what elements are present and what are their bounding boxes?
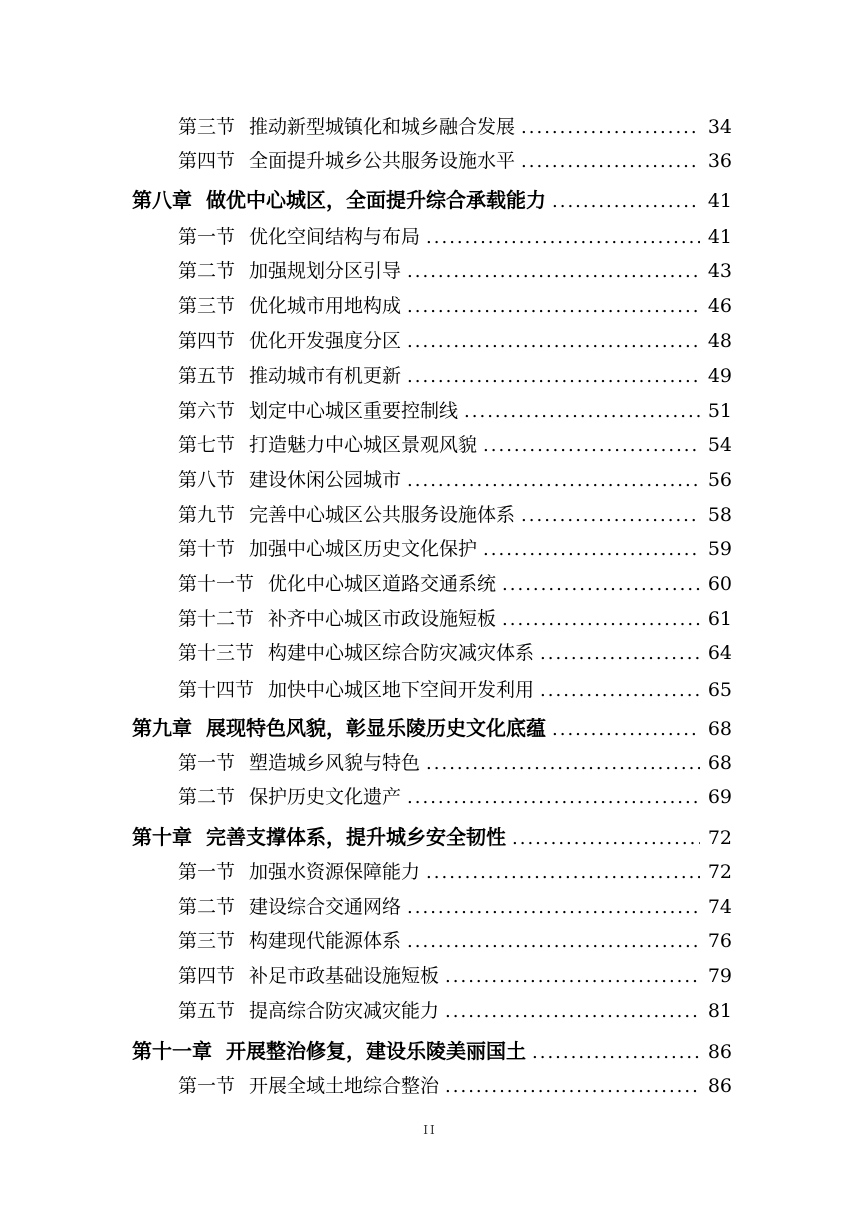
toc-entry-title: 完善支撑体系，提升城乡安全韧性 bbox=[206, 825, 506, 849]
toc-section-entry[interactable] bbox=[178, 112, 732, 139]
toc-entry-title: 补足市政基础设施短板 bbox=[249, 965, 440, 987]
toc-entry-label bbox=[178, 926, 401, 953]
toc-section-entry[interactable] bbox=[178, 465, 732, 492]
toc-entry-label bbox=[178, 961, 439, 988]
toc-entry-page: 86 bbox=[707, 1041, 732, 1063]
toc-entry-number: 第二节 bbox=[178, 260, 236, 282]
dot-leader bbox=[521, 117, 700, 138]
toc-entry-number: 第九章 bbox=[132, 716, 192, 740]
toc-entry-title: 加强规划分区引导 bbox=[249, 260, 402, 282]
toc-entry-number: 第九节 bbox=[178, 504, 236, 526]
toc-entry-page: 81 bbox=[707, 1000, 732, 1022]
toc-entry-number: 第一节 bbox=[178, 226, 236, 248]
toc-entry-page: 65 bbox=[707, 679, 732, 701]
toc-entry-label bbox=[178, 569, 496, 596]
toc-entry-title: 建设休闲公园城市 bbox=[249, 469, 402, 491]
dot-leader bbox=[407, 787, 700, 808]
toc-section-entry[interactable] bbox=[178, 638, 732, 665]
toc-section-entry[interactable] bbox=[178, 996, 732, 1023]
toc-entry-page: 49 bbox=[707, 365, 732, 387]
toc-entry-page: 60 bbox=[707, 573, 732, 595]
toc-entry-title: 划定中心城区重要控制线 bbox=[249, 400, 459, 422]
toc-entry-number: 第三节 bbox=[178, 116, 236, 138]
toc-entry-page: 46 bbox=[707, 295, 732, 317]
dot-leader bbox=[407, 296, 700, 317]
toc-entry-title: 建设综合交通网络 bbox=[249, 896, 402, 918]
toc-entry-label bbox=[178, 857, 420, 884]
toc-entry-number: 第二节 bbox=[178, 896, 236, 918]
toc-entry-title: 优化中心城区道路交通系统 bbox=[268, 573, 497, 595]
toc-entry-label bbox=[132, 821, 506, 850]
dot-leader bbox=[407, 470, 700, 491]
toc-entry-title: 优化空间结构与布局 bbox=[249, 226, 421, 248]
toc-entry-number: 第十一章 bbox=[132, 1039, 212, 1063]
toc-entry-page: 43 bbox=[707, 260, 732, 282]
toc-entry-number: 第三节 bbox=[178, 930, 236, 952]
toc-entry-title: 塑造城乡风貌与特色 bbox=[249, 752, 421, 774]
toc-entry-title: 优化开发强度分区 bbox=[249, 330, 402, 352]
toc-entry-number: 第二节 bbox=[178, 786, 236, 808]
toc-entry-title: 构建中心城区综合防灾减灾体系 bbox=[268, 642, 535, 664]
toc-entry-page: 79 bbox=[707, 965, 732, 987]
toc-entry-label bbox=[178, 534, 477, 561]
toc-entry-label bbox=[178, 256, 401, 283]
dot-leader bbox=[445, 1076, 700, 1097]
toc-entry-page: 64 bbox=[707, 642, 732, 664]
dot-leader bbox=[426, 753, 700, 774]
dot-leader bbox=[407, 366, 700, 387]
toc-entry-number: 第八节 bbox=[178, 469, 236, 491]
toc-entry-page: 48 bbox=[707, 330, 732, 352]
toc-section-entry[interactable] bbox=[178, 748, 732, 775]
dot-leader bbox=[407, 261, 700, 282]
toc-chapter-entry[interactable] bbox=[132, 821, 732, 850]
toc-entry-label bbox=[178, 326, 401, 353]
toc-entry-label bbox=[178, 892, 401, 919]
toc-chapter-entry[interactable] bbox=[132, 712, 732, 741]
toc-entry-label bbox=[178, 638, 534, 665]
toc-entry-title: 推动新型城镇化和城乡融合发展 bbox=[249, 116, 516, 138]
toc-entry-label bbox=[178, 430, 477, 457]
toc-entry-label bbox=[178, 396, 458, 423]
toc-section-entry[interactable] bbox=[178, 430, 732, 457]
toc-entry-page: 36 bbox=[707, 150, 732, 172]
toc-entry-page: 68 bbox=[707, 752, 732, 774]
toc-entry-number: 第十节 bbox=[178, 538, 236, 560]
toc-entry-number: 第六节 bbox=[178, 400, 236, 422]
toc-entry-page: 41 bbox=[707, 226, 732, 248]
toc-entry-title: 打造魅力中心城区景观风貌 bbox=[249, 434, 478, 456]
toc-section-entry[interactable] bbox=[178, 857, 732, 884]
dot-leader bbox=[426, 862, 700, 883]
toc-entry-label bbox=[178, 675, 534, 702]
toc-entry-number: 第十章 bbox=[132, 825, 192, 849]
toc-entry-label bbox=[178, 465, 401, 492]
toc-entry-title: 加快中心城区地下空间开发利用 bbox=[268, 679, 535, 701]
toc-entry-number: 第十二节 bbox=[178, 608, 255, 630]
toc-entry-label bbox=[132, 1035, 526, 1064]
dot-leader bbox=[426, 227, 700, 248]
toc-entry-page: 58 bbox=[707, 504, 732, 526]
toc-entry-page: 61 bbox=[707, 608, 732, 630]
toc-entry-page: 68 bbox=[707, 718, 732, 740]
toc-section-entry[interactable] bbox=[178, 326, 732, 353]
toc-entry-number: 第八章 bbox=[132, 188, 192, 212]
toc-entry-label bbox=[178, 112, 515, 139]
toc-entry-title: 全面提升城乡公共服务设施水平 bbox=[249, 150, 516, 172]
toc-entry-title: 开展整治修复，建设乐陵美丽国土 bbox=[226, 1039, 526, 1063]
toc-entry-label bbox=[178, 604, 496, 631]
toc-entry-title: 加强中心城区历史文化保护 bbox=[249, 538, 478, 560]
toc-entry-label bbox=[132, 184, 546, 213]
toc-entry-page: 51 bbox=[707, 400, 732, 422]
toc-entry-title: 推动城市有机更新 bbox=[249, 365, 402, 387]
toc-section-entry[interactable] bbox=[178, 782, 732, 809]
toc-entry-label bbox=[178, 500, 515, 527]
toc-entry-page: 72 bbox=[707, 861, 732, 883]
toc-entry-page: 74 bbox=[707, 896, 732, 918]
toc-entry-page: 56 bbox=[707, 469, 732, 491]
dot-leader bbox=[521, 151, 700, 172]
toc-section-entry[interactable] bbox=[178, 222, 732, 249]
dot-leader bbox=[502, 609, 700, 630]
toc-section-entry[interactable] bbox=[178, 146, 732, 173]
dot-leader bbox=[445, 966, 700, 987]
toc-section-entry[interactable] bbox=[178, 604, 732, 631]
toc-entry-title: 提高综合防灾减灾能力 bbox=[249, 1000, 440, 1022]
dot-leader bbox=[407, 931, 700, 952]
toc-entry-title: 完善中心城区公共服务设施体系 bbox=[249, 504, 516, 526]
toc-entry-title: 加强水资源保障能力 bbox=[249, 861, 421, 883]
toc-entry-number: 第一节 bbox=[178, 752, 236, 774]
dot-leader bbox=[532, 1042, 700, 1063]
toc-entry-number: 第十三节 bbox=[178, 642, 255, 664]
dot-leader bbox=[540, 680, 700, 701]
toc-entry-label bbox=[178, 291, 401, 318]
toc-entry-label bbox=[132, 712, 546, 741]
toc-entry-label bbox=[178, 146, 515, 173]
toc-entry-title: 优化城市用地构成 bbox=[249, 295, 402, 317]
toc-entry-label bbox=[178, 748, 420, 775]
dot-leader bbox=[483, 435, 700, 456]
dot-leader bbox=[552, 719, 700, 740]
toc-section-entry[interactable] bbox=[178, 892, 732, 919]
toc-entry-label bbox=[178, 1071, 439, 1098]
toc-section-entry[interactable] bbox=[178, 961, 732, 988]
toc-entry-label bbox=[178, 361, 401, 388]
toc-entry-number: 第十四节 bbox=[178, 679, 255, 701]
toc-entry-number: 第四节 bbox=[178, 150, 236, 172]
toc-entry-number: 第七节 bbox=[178, 434, 236, 456]
toc-entry-number: 第四节 bbox=[178, 330, 236, 352]
toc-entry-number: 第五节 bbox=[178, 365, 236, 387]
toc-section-entry[interactable] bbox=[178, 396, 732, 423]
toc-entry-page: 69 bbox=[707, 786, 732, 808]
toc-section-entry[interactable] bbox=[178, 534, 732, 561]
toc-entry-title: 保护历史文化遗产 bbox=[249, 786, 402, 808]
toc-section-entry[interactable] bbox=[178, 569, 732, 596]
dot-leader bbox=[512, 828, 700, 849]
toc-entry-number: 第三节 bbox=[178, 295, 236, 317]
toc-entry-page: 54 bbox=[707, 434, 732, 456]
toc-entry-number: 第五节 bbox=[178, 1000, 236, 1022]
toc-section-entry[interactable] bbox=[178, 675, 732, 702]
dot-leader bbox=[464, 401, 700, 422]
toc-entry-label bbox=[178, 782, 401, 809]
dot-leader bbox=[521, 505, 700, 526]
toc-entry-label bbox=[178, 222, 420, 249]
toc-entry-number: 第一节 bbox=[178, 1075, 236, 1097]
dot-leader bbox=[445, 1001, 700, 1022]
toc-entry-label bbox=[178, 996, 439, 1023]
toc-chapter-entry[interactable] bbox=[132, 184, 732, 213]
dot-leader bbox=[540, 643, 700, 664]
dot-leader bbox=[502, 574, 700, 595]
toc-entry-number: 第四节 bbox=[178, 965, 236, 987]
toc-entry-title: 展现特色风貌，彰显乐陵历史文化底蕴 bbox=[206, 716, 546, 740]
toc-section-entry[interactable] bbox=[178, 361, 732, 388]
toc-section-entry[interactable] bbox=[178, 291, 732, 318]
toc-chapter-entry[interactable] bbox=[132, 1035, 732, 1064]
toc-section-entry[interactable] bbox=[178, 926, 732, 953]
toc-entry-page: 59 bbox=[707, 538, 732, 560]
toc-entry-page: 34 bbox=[707, 116, 732, 138]
dot-leader bbox=[407, 897, 700, 918]
toc-entry-page: 86 bbox=[707, 1075, 732, 1097]
toc-section-entry[interactable] bbox=[178, 256, 732, 283]
dot-leader bbox=[552, 191, 700, 212]
toc-section-entry[interactable] bbox=[178, 1071, 732, 1098]
toc-entry-number: 第十一节 bbox=[178, 573, 255, 595]
toc-section-entry[interactable] bbox=[178, 500, 732, 527]
toc-entry-number: 第一节 bbox=[178, 861, 236, 883]
dot-leader bbox=[407, 331, 700, 352]
toc-entry-page: 76 bbox=[707, 930, 732, 952]
toc-entry-page: 41 bbox=[707, 190, 732, 212]
toc-entry-title: 构建现代能源体系 bbox=[249, 930, 402, 952]
dot-leader bbox=[483, 539, 700, 560]
toc-entry-title: 补齐中心城区市政设施短板 bbox=[268, 608, 497, 630]
page-number: II bbox=[423, 1123, 437, 1137]
toc-entry-title: 做优中心城区，全面提升综合承载能力 bbox=[206, 188, 546, 212]
toc-entry-title: 开展全域土地综合整治 bbox=[249, 1075, 440, 1097]
toc-entry-page: 72 bbox=[707, 827, 732, 849]
